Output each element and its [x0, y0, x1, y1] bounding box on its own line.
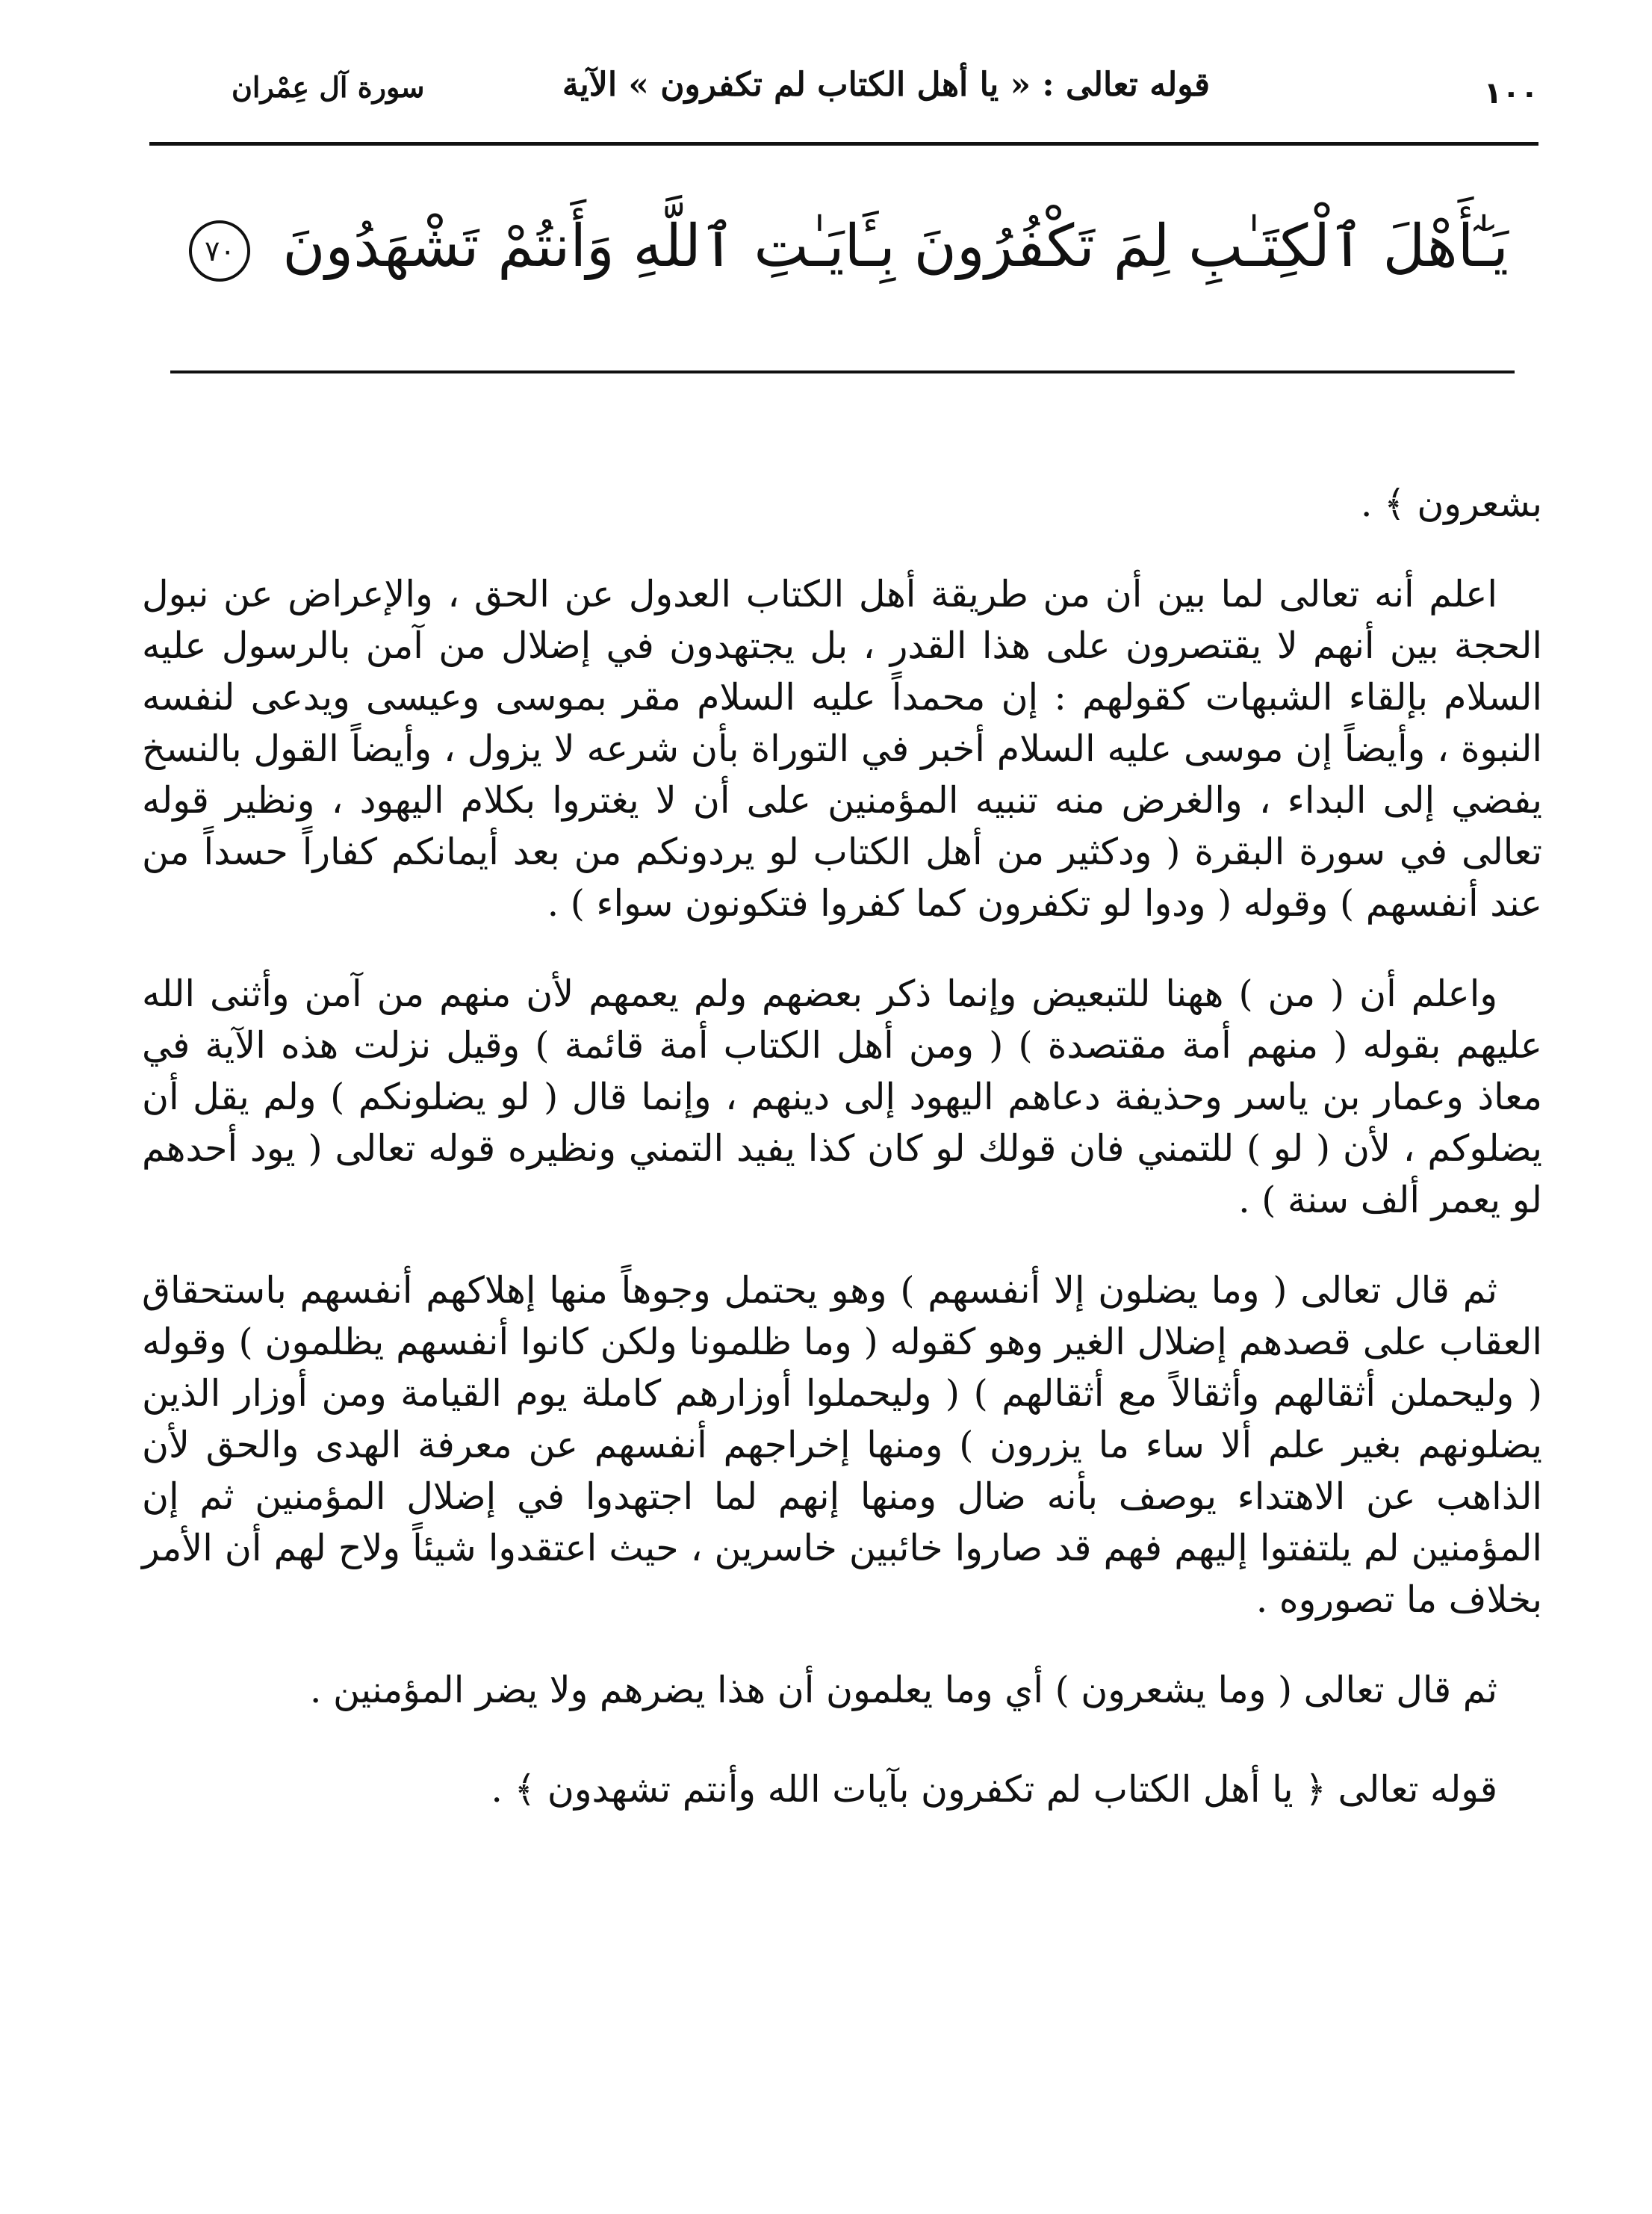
quran-verse: [205, 187, 1509, 306]
paragraph: قوله تعالى ﴿ يا أهل الكتاب لم تكفرون بآيات الله وأنتم تشهدون ﴾ .: [491, 1768, 1497, 1811]
paragraph: اعلم أنه تعالى لما بين أن من طريقة أهل الكتاب العدول عن الحق ، والإعراض عن نبول الحجة بين أنهم لا يقتصرون على هذا القدر ، بل يجتهدون في إضلال من آمن بالرسول عليه السلام بإلقاء الشبهات كقولهم : إن محمداً عليه السلام مقر بموسى وعيسى ويدعى لنفسه النبوة ، وأيضاً إن موسى عليه السلام أخبر في التوراة بأن شرعه لا يزول ، وأيضاً القول بالنسخ يفضي إلى البداء ، والغرض منه تنبيه المؤمنين على أن لا يغتروا بكلام اليهود ، ونظير قوله تعالى في سورة البقرة ( ودكثير من أهل الكتاب لو يردونكم من بعد أيمانكم كفاراً حسداً من عند أنفسهم ) وقوله ( ودوا لو تكفرون كما كفروا فتكونون سواء ) .: [142, 573, 1542, 925]
page-number: ١٠٠: [1483, 76, 1538, 111]
paragraph: بشعرون ﴾ .: [1360, 483, 1542, 525]
header-divider: [149, 142, 1538, 146]
paragraph: واعلم أن ( من ) ههنا للتبعيض وإنما ذكر بعضهم ولم يعمهم لأن منهم من آمن وأثنى الله عليهم بقوله ( منهم أمة مقتصدة ) ( ومن أهل الكتاب أمة قائمة ) وقيل نزلت هذه الآية في معاذ وعمار بن ياسر وحذيفة دعاهم اليهود إلى دينهم ، وإنما قال ( لو يضلونكم ) ولم يقل أن يضلوكم ، لأن ( لو ) للتمني فان قولك لو كان كذا يفيد التمني ونظيره قوله تعالى ( يود أحدهم لو يعمر ألف سنة ) .: [142, 973, 1542, 1221]
header-title: قوله تعالى : « يا أهل الكتاب لم تكفرون » الآية: [562, 66, 1210, 104]
surah-name: سورة آل عِمْران: [232, 70, 425, 104]
commentary-text: [142, 478, 1542, 1854]
verse-text: يَـٰٓأَهْلَ ٱلْكِتَـٰبِ لِمَ تَكْفُرُونَ بِـَٔايَـٰتِ ٱللَّهِ وَأَنتُمْ تَشْهَدُونَ: [282, 213, 1509, 280]
paragraph: ثم قال تعالى ( وما يضلون إلا أنفسهم ) وهو يحتمل وجوهاً منها إهلاكهم أنفسهم باستحقاق العقاب على قصدهم إضلال الغير وهو كقوله ( وما ظلمونا ولكن كانوا أنفسهم يظلمون ) وقوله ( وليحملن أثقالهم وأثقالاً مع أثقالهم ) ( وليحملوا أوزارهم كاملة يوم القيامة ومن أوزار الذين يضلونهم بغير علم ألا ساء ما يزرون ) ومنها إخراجهم أنفسهم عن معرفة الهدى والحق لأن الذاهب عن الاهتداء يوصف بأنه ضال ومنها إنهم لما اجتهدوا في إضلال المؤمنين ثم إن المؤمنين لم يلتفتوا إليهم فهم قد صاروا خائبين خاسرين ، حيث اعتقدوا شيئاً ولاح لهم أن الأمر بخلاف ما تصوروه .: [142, 1269, 1542, 1621]
paragraph: ثم قال تعالى ( وما يشعرون ) أي وما يعلمون أن هذا يضرهم ولا يضر المؤمنين .: [309, 1669, 1497, 1711]
running-header: [149, 66, 1538, 125]
verse-divider: [170, 370, 1515, 373]
verse-number-marker: ٧٠: [189, 220, 250, 282]
